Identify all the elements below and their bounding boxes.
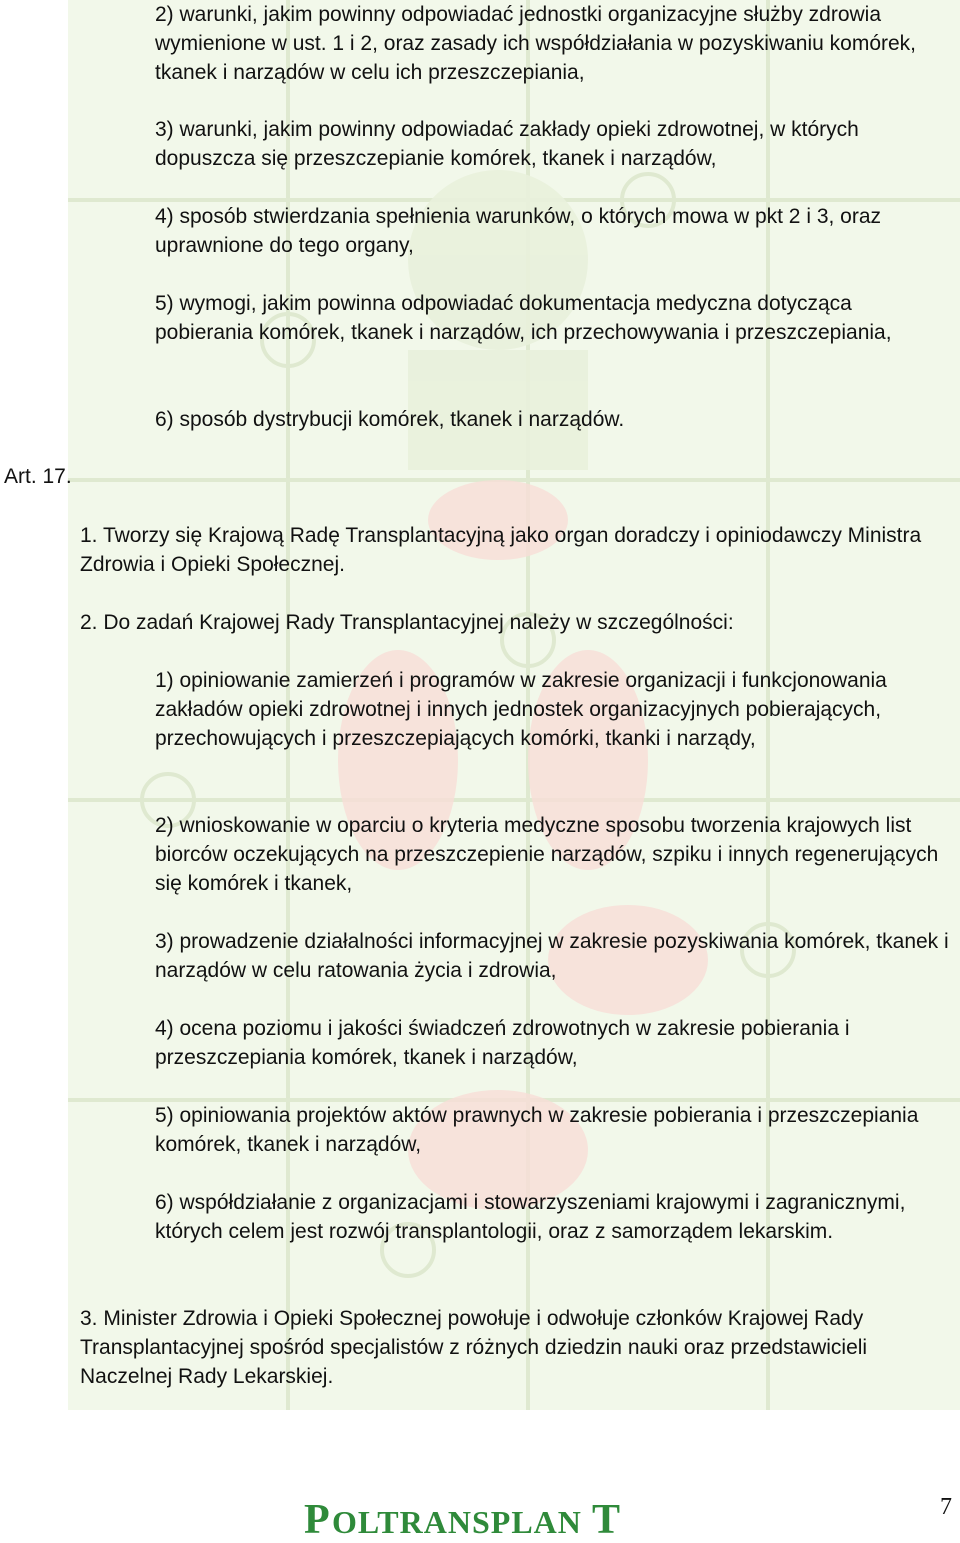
task-item-1: 1) opiniowanie zamierzeń i programów w zakresie organizacji i funkcjonowania zakładów opieki zdrowotnej i innych jednostek organizacyjnych pobierających, przechowujących i przeszczepiających komórki, tkanki i narządy, bbox=[155, 669, 887, 750]
list-item-3: 3) warunki, jakim powinny odpowiadać zakłady opieki zdrowotnej, w których dopuszcza się przeszczepianie komórek, tkanek i narządów, bbox=[155, 118, 859, 170]
page-number: 7 bbox=[940, 1494, 952, 1520]
task-item-6: 6) współdziałanie z organizacjami i stowarzyszeniami krajowymi i zagranicznymi, których celem jest rozwój transplantologii, oraz z samorządem lekarskim. bbox=[155, 1191, 906, 1243]
paragraph-3: 3. Minister Zdrowia i Opieki Społecznej powołuje i odwołuje członków Krajowej Rady Transplantacyjnej spośród specjalistów z różnych dziedzin nauki oraz przedstawicieli Naczelnej Rady Lekarskiej. bbox=[80, 1307, 868, 1388]
task-item-3: 3) prowadzenie działalności informacyjnej w zakresie pozyskiwania komórek, tkanek i narządów w celu ratowania życia i zdrowia, bbox=[155, 930, 949, 982]
task-item-5: 5) opiniowania projektów aktów prawnych w zakresie pobierania i przeszczepiania komórek, tkanek i narządów, bbox=[155, 1104, 919, 1156]
article-label: Art. 17. bbox=[4, 465, 72, 488]
paragraph-2: 2. Do zadań Krajowej Rady Transplantacyjnej należy w szczególności: bbox=[80, 611, 734, 634]
task-item-2: 2) wnioskowanie w oparciu o kryteria medyczne sposobu tworzenia krajowych list biorców oczekujących na przeszczepienie narządów, szpiku i innych regenerujących się komórek i tkanek, bbox=[155, 814, 939, 895]
poltransplant-logo bbox=[302, 1493, 622, 1543]
list-item-5: 5) wymogi, jakim powinna odpowiadać dokumentacja medyczna dotycząca pobierania komórek, tkanek i narządów, ich przechowywania i przeszczepiania, bbox=[155, 292, 892, 344]
svg-text:P: P bbox=[304, 1497, 331, 1543]
list-item-2: 2) warunki, jakim powinny odpowiadać jednostki organizacyjne służby zdrowia wymienione w ust. 1 i 2, oraz zasady ich współdziałania w pozyskiwaniu komórek, tkanek i narządów w celu ich przeszczepiania, bbox=[155, 3, 917, 84]
svg-text:T: T bbox=[592, 1497, 621, 1543]
svg-text:OLTRANSPLAN: OLTRANSPLAN bbox=[332, 1504, 582, 1540]
list-item-4: 4) sposób stwierdzania spełnienia warunków, o których mowa w pkt 2 i 3, oraz uprawnione do tego organy, bbox=[155, 205, 882, 257]
list-item-6: 6) sposób dystrybucji komórek, tkanek i narządów. bbox=[155, 408, 625, 431]
task-item-4: 4) ocena poziomu i jakości świadczeń zdrowotnych w zakresie pobierania i przeszczepiania komórek, tkanek i narządów, bbox=[155, 1017, 850, 1069]
paragraph-1: 1. Tworzy się Krajową Radę Transplantacyjną jako organ doradczy i opiniodawczy Ministra Zdrowia i Opieki Społecznej. bbox=[80, 524, 922, 576]
